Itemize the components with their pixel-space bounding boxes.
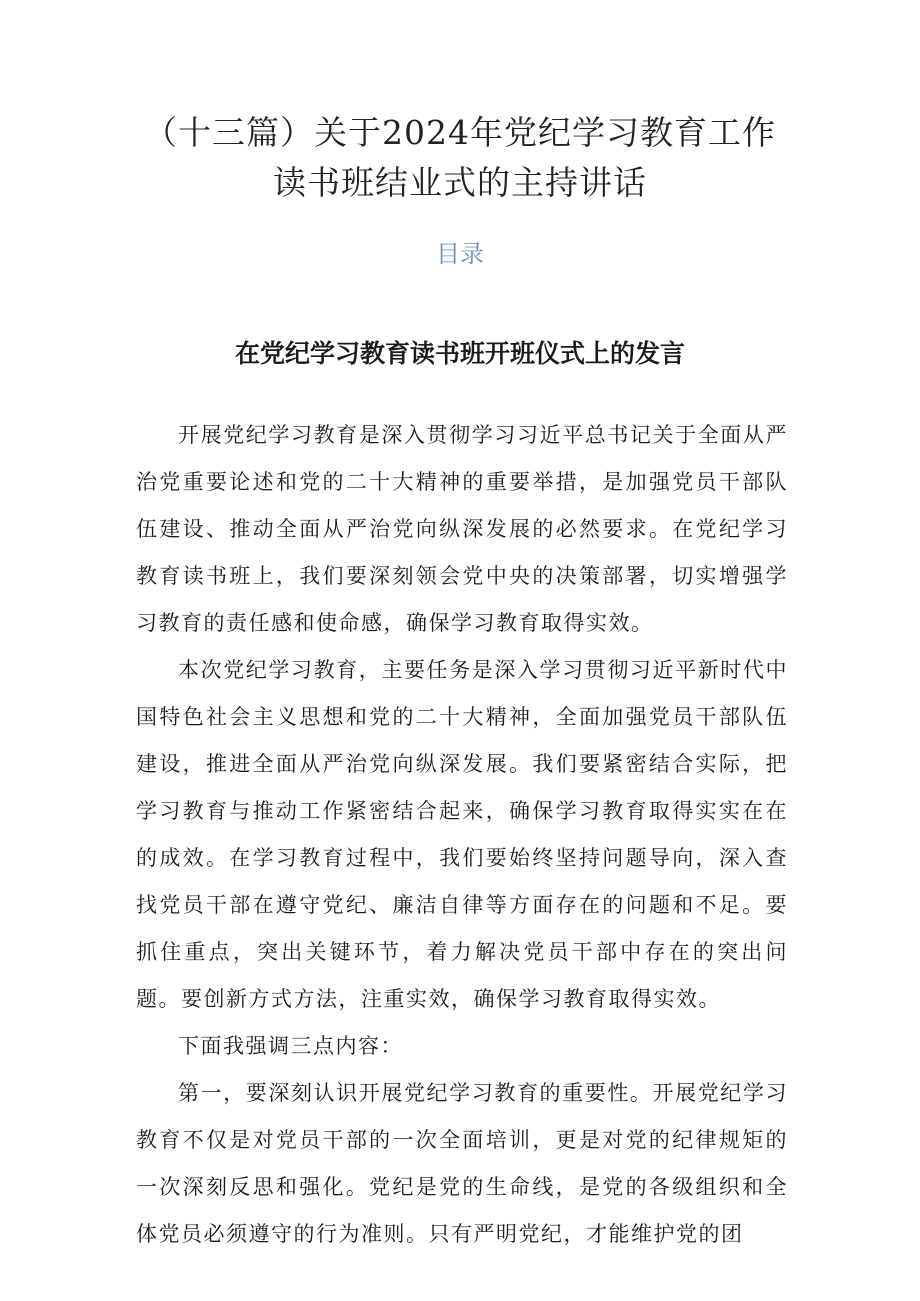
- document-title-line-2: 读书班结业式的主持讲话: [273, 163, 647, 202]
- document-title-line-1: （十三篇）关于2024年党纪学习教育工作: [144, 113, 776, 152]
- table-of-contents-label: 目录: [436, 240, 484, 268]
- body-text: [136, 412, 788, 1258]
- paragraph-3: 下面我强调三点内容：: [178, 1034, 403, 1058]
- section-heading: 在党纪学习教育读书班开班仪式上的发言: [234, 339, 685, 368]
- paragraph-4: 第一，要深刻认识开展党纪学习教育的重要性。开展党纪学习教育不仅是对党员干部的一次全面培训，更是对党的纪律规矩的一次深刻反思和强化。党纪是党的生命线，是党的各级组织和全体党员必须遵守的行为准则。只有严明党纪，才能维护党的团: [136, 1081, 788, 1246]
- paragraph-2: 本次党纪学习教育，主要任务是深入学习贯彻习近平新时代中国特色社会主义思想和党的二十大精神，全面加强党员干部队伍建设，推进全面从严治党向纵深发展。我们要紧密结合实际，把学习教育与推动工作紧密结合起来，确保学习教育取得实实在在的成效。在学习教育过程中，我们要始终坚持问题导向，深入查找党员干部在遵守党纪、廉洁自律等方面存在的问题和不足。要抓住重点，突出关键环节，着力解决党员干部中存在的突出问题。要创新方式方法，注重实效，确保学习教育取得实效。: [136, 658, 788, 1011]
- paragraph-1: 开展党纪学习教育是深入贯彻学习习近平总书记关于全面从严治党重要论述和党的二十大精神的重要举措，是加强党员干部队伍建设、推动全面从严治党向纵深发展的必然要求。在党纪学习教育读书班上，我们要深刻领会党中央的决策部署，切实增强学习教育的责任感和使命感，确保学习教育取得实效。: [136, 423, 788, 635]
